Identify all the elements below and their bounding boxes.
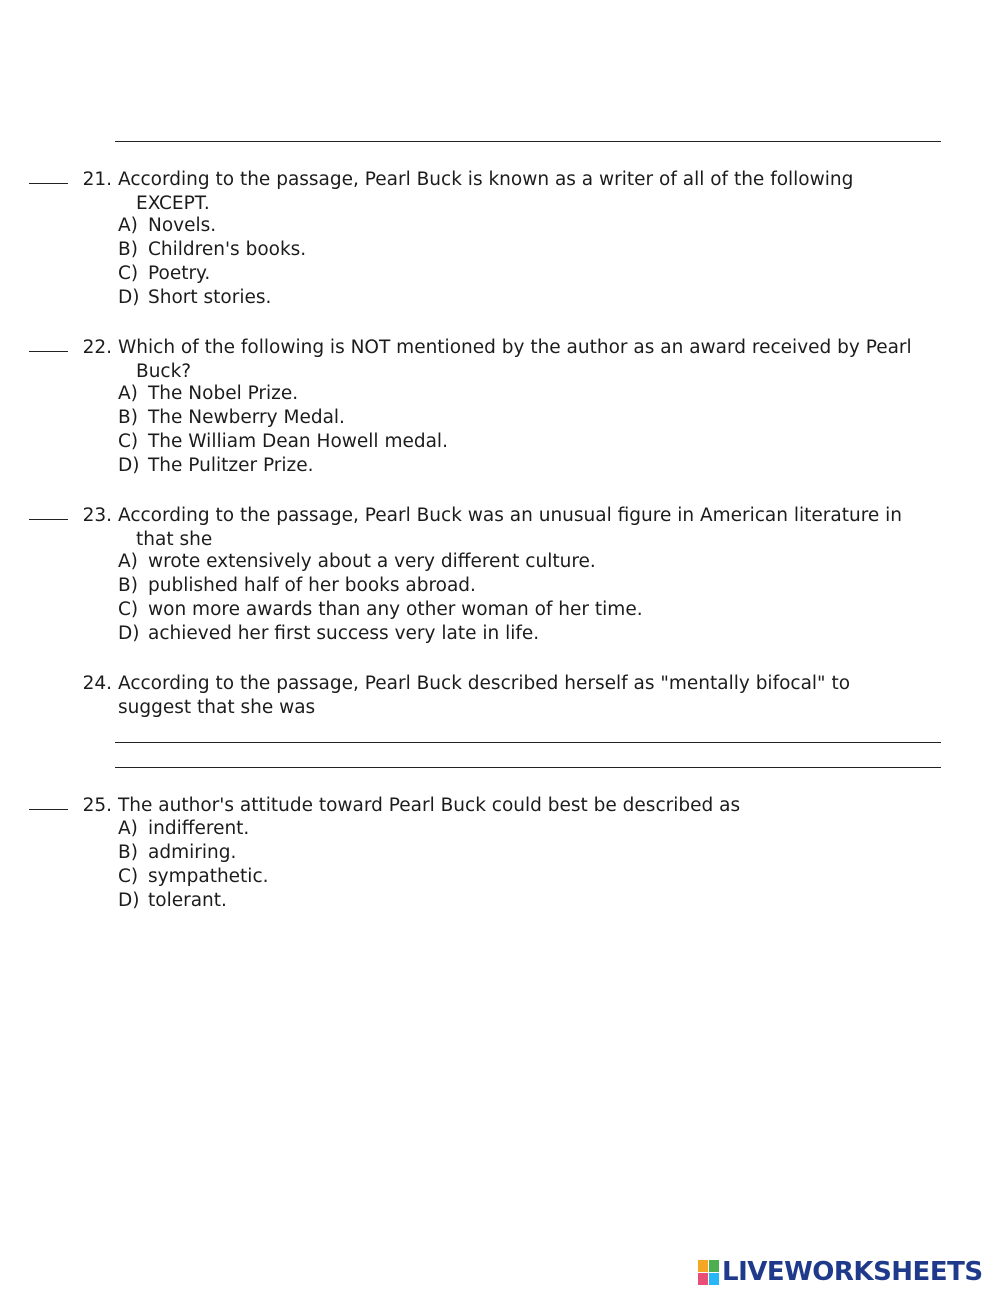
logo-blocks-icon [698, 1260, 719, 1285]
option-letter: D) [118, 287, 140, 308]
option-letter: D) [118, 455, 140, 476]
stem-line: According to the passage, Pearl Buck is known as a writer of all of the following [118, 169, 854, 190]
option-text: Children's books. [148, 239, 307, 260]
logo-text: LIVEWORKSHEETS [722, 1257, 983, 1287]
option-d[interactable] [118, 286, 948, 310]
option-text: The Nobel Prize. [148, 383, 299, 404]
option-text: admiring. [148, 842, 237, 863]
option-a[interactable] [118, 214, 948, 238]
options-list [118, 382, 948, 478]
question-number: 24. [82, 673, 112, 694]
option-text: Novels. [148, 215, 217, 236]
option-d[interactable] [118, 454, 948, 478]
option-letter: D) [118, 623, 140, 644]
question-number: 23. [82, 505, 112, 526]
option-letter: B) [118, 407, 138, 428]
logo-block [709, 1260, 719, 1272]
option-a[interactable] [118, 817, 948, 841]
option-b[interactable] [118, 574, 948, 598]
option-text: indifferent. [148, 818, 250, 839]
stem-line: According to the passage, Pearl Buck was an unusual figure in American literature in [118, 505, 903, 526]
answer-blank-23[interactable] [29, 519, 68, 520]
answer-blank-21[interactable] [29, 183, 68, 184]
option-letter: A) [118, 818, 138, 839]
liveworksheets-logo [698, 1258, 983, 1286]
option-letter: C) [118, 263, 139, 284]
options-list [118, 817, 948, 913]
answer-line-24a[interactable] [115, 742, 941, 743]
logo-block [698, 1260, 708, 1272]
question-stem [118, 504, 948, 552]
option-letter: A) [118, 383, 138, 404]
option-text: Poetry. [148, 263, 211, 284]
question-number: 21. [82, 169, 112, 190]
question-stem [118, 794, 948, 818]
answer-blank-25[interactable] [29, 809, 68, 810]
option-text: won more awards than any other woman of her time. [148, 599, 643, 620]
option-letter: C) [118, 866, 139, 887]
stem-line: Which of the following is NOT mentioned by the author as an award received by Pearl [118, 337, 912, 358]
option-a[interactable] [118, 382, 948, 406]
option-text: sympathetic. [148, 866, 269, 887]
option-text: The William Dean Howell medal. [148, 431, 448, 452]
option-letter: C) [118, 599, 139, 620]
option-letter: A) [118, 215, 138, 236]
option-text: published half of her books abroad. [148, 575, 476, 596]
option-c[interactable] [118, 598, 948, 622]
stem-line: According to the passage, Pearl Buck described herself as "mentally bifocal" to [118, 673, 851, 694]
option-text: tolerant. [148, 890, 227, 911]
option-c[interactable] [118, 262, 948, 286]
question-stem [118, 168, 948, 216]
option-text: wrote extensively about a very different culture. [148, 551, 596, 572]
option-letter: C) [118, 431, 139, 452]
option-a[interactable] [118, 550, 948, 574]
option-c[interactable] [118, 865, 948, 889]
option-d[interactable] [118, 889, 948, 913]
question-number: 22. [82, 337, 112, 358]
option-text: The Pulitzer Prize. [148, 455, 314, 476]
question-number: 25. [82, 795, 112, 816]
logo-block [709, 1273, 719, 1285]
logo-block [698, 1273, 708, 1285]
option-letter: B) [118, 842, 138, 863]
option-letter: D) [118, 890, 140, 911]
answer-line-top[interactable] [115, 141, 941, 142]
option-d[interactable] [118, 622, 948, 646]
question-stem [118, 336, 948, 384]
stem-line: that she [136, 529, 213, 550]
option-letter: A) [118, 551, 138, 572]
stem-line: Buck? [136, 361, 192, 382]
option-text: Short stories. [148, 287, 272, 308]
stem-line: EXCEPT. [136, 193, 210, 214]
option-b[interactable] [118, 238, 948, 262]
option-text: achieved her first success very late in life. [148, 623, 540, 644]
answer-blank-22[interactable] [29, 351, 68, 352]
options-list [118, 550, 948, 646]
option-letter: B) [118, 575, 138, 596]
option-c[interactable] [118, 430, 948, 454]
option-text: The Newberry Medal. [148, 407, 345, 428]
question-stem [118, 672, 948, 720]
options-list [118, 214, 948, 310]
option-b[interactable] [118, 406, 948, 430]
stem-line: The author's attitude toward Pearl Buck could best be described as [118, 795, 741, 816]
option-b[interactable] [118, 841, 948, 865]
option-letter: B) [118, 239, 138, 260]
answer-line-24b[interactable] [115, 767, 941, 768]
stem-line: suggest that she was [118, 697, 316, 718]
